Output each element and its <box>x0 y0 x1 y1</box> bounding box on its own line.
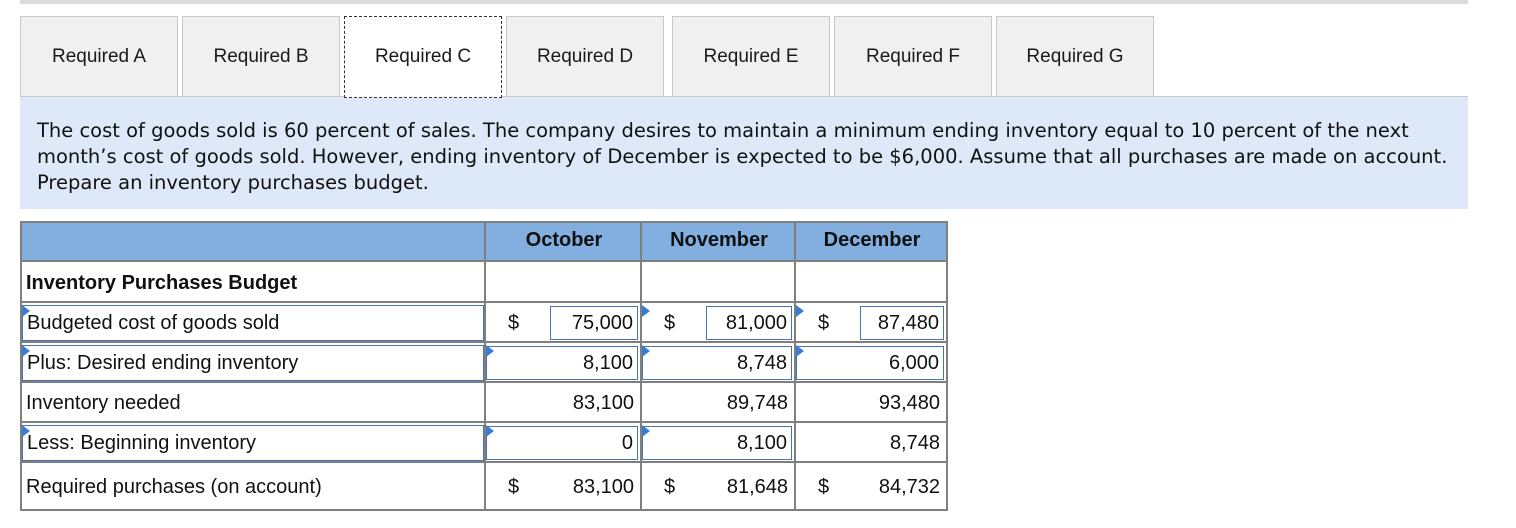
dropdown-marker-icon <box>22 425 30 437</box>
november-value: 89,748 <box>726 391 788 414</box>
row-label-input[interactable]: Less: Beginning inventory <box>22 425 484 461</box>
tab-required-b[interactable]: Required B <box>182 16 340 96</box>
header-december: December <box>823 229 921 251</box>
tab-required-a[interactable]: Required A <box>20 16 178 96</box>
table-title-row <box>20 263 948 303</box>
tab-required-d[interactable]: Required D <box>506 16 664 96</box>
december-value: 93,480 <box>878 391 940 414</box>
grid-line <box>20 509 948 511</box>
tab-required-c[interactable]: Required C <box>344 16 502 98</box>
october-value-input[interactable]: 0 <box>486 426 638 460</box>
tab-bar <box>20 16 1468 97</box>
dropdown-marker-icon <box>22 345 30 357</box>
dropdown-marker-icon <box>642 305 650 317</box>
table-row <box>20 343 948 383</box>
currency-symbol: $ <box>818 475 830 498</box>
currency-symbol: $ <box>508 311 520 334</box>
top-rule <box>20 0 1468 4</box>
december-value: 84,732 <box>878 475 940 498</box>
november-value-input[interactable]: 81,000 <box>706 306 792 340</box>
dropdown-marker-icon <box>486 345 494 357</box>
table-row <box>20 423 948 463</box>
november-value-input[interactable]: 8,100 <box>642 426 792 460</box>
header-november: November <box>670 229 768 251</box>
currency-symbol: $ <box>664 475 676 498</box>
row-label-input[interactable]: Budgeted cost of goods sold <box>22 305 484 341</box>
november-value-input[interactable]: 8,748 <box>642 346 792 380</box>
header-october: October <box>525 229 603 251</box>
table-row <box>20 467 948 507</box>
tab-required-g[interactable]: Required G <box>996 16 1154 96</box>
currency-symbol: $ <box>664 311 676 334</box>
instructions-text: The cost of goods sold is 60 percent of sales. The company desires to maintain a minimum ending inventory equal to 10 percent of the next month’s cost of goods sold. However, ending inventory of December is expected to be $6,000. Assume that all purchases are made on account. Prepare an inventory purchases budget. <box>20 97 1468 209</box>
december-value: 8,748 <box>889 431 940 454</box>
october-value-input[interactable]: 75,000 <box>550 306 638 340</box>
budget-title: Inventory Purchases Budget <box>26 271 298 294</box>
row-label: Inventory needed <box>26 391 181 414</box>
currency-symbol: $ <box>818 311 830 334</box>
table-row <box>20 303 948 343</box>
october-value: 83,100 <box>572 475 634 498</box>
dropdown-marker-icon <box>796 345 804 357</box>
december-value-input[interactable]: 87,480 <box>860 306 944 340</box>
row-label: Required purchases (on account) <box>26 475 322 498</box>
tab-required-e[interactable]: Required E <box>672 16 830 96</box>
dropdown-marker-icon <box>486 425 494 437</box>
row-label-input[interactable]: Plus: Desired ending inventory <box>22 345 484 381</box>
currency-symbol: $ <box>508 475 520 498</box>
dropdown-marker-icon <box>22 305 30 317</box>
dropdown-marker-icon <box>796 305 804 317</box>
october-value: 83,100 <box>572 391 634 414</box>
table-row <box>20 383 948 423</box>
december-value-input[interactable]: 6,000 <box>796 346 944 380</box>
tab-required-f[interactable]: Required F <box>834 16 992 96</box>
november-value: 81,648 <box>726 475 788 498</box>
october-value-input[interactable]: 8,100 <box>486 346 638 380</box>
dropdown-marker-icon <box>642 345 650 357</box>
dropdown-marker-icon <box>642 425 650 437</box>
